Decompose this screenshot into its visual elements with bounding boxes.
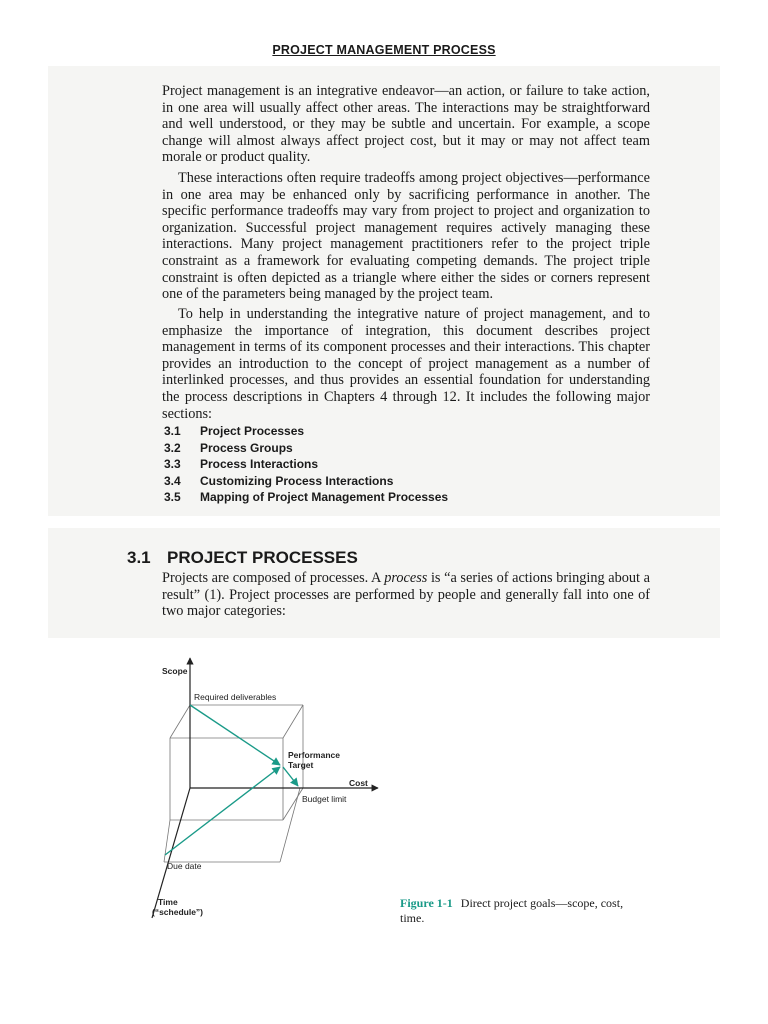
required-deliverables-label: Required deliverables xyxy=(194,692,277,702)
section-list-item: 3.4 Customizing Process Interactions xyxy=(164,473,394,488)
time-axis-label: Time xyxy=(158,897,178,907)
section-list xyxy=(164,424,644,507)
intro-paragraph-2: These interactions often require tradeoffs among project objectives—performance in one area may be enhanced only by sacrificing performance in another. The specific performance tradeoffs may vary from project to project and organization to organization. Successful project management requires actively managing these interactions. Many project management practitioners refer to the project triple constraint as a framework for evaluating competing demands. The project triple constraint is often depicted as a triangle where either the sides or corners represent one of the parameters being managed by the project team. xyxy=(162,170,650,303)
section-list-item: 3.1 Project Processes xyxy=(164,424,305,438)
schedule-label: (“schedule”) xyxy=(152,907,204,917)
intro-paragraph-3: To help in understanding the integrative nature of project management, and to emphasize the importance of integration, this document describes project management in terms of its component processes and their interactions. This chapter provides an introduction to the concept of project management as a number of interlinked processes, and thus provides an essential foundation for understanding the process descriptions in Chapters 4 through 12. It includes the following major sections: xyxy=(162,306,650,422)
page-title: PROJECT MANAGEMENT PROCESS xyxy=(272,43,496,57)
intro-paragraph-1: Project management is an integrative endeavor—an action, or failure to take action, in one area will usually affect other areas. The interactions may be straightforward and well understood, or they may be subtle and uncertain. For example, a scope change will almost always affect project cost, but it may or may not affect team morale or product quality. xyxy=(162,83,650,166)
section-heading: 3.1 PROJECT PROCESSES xyxy=(127,548,358,567)
section-list-item: 3.2 Process Groups xyxy=(164,440,293,455)
budget-limit-label: Budget limit xyxy=(302,794,347,804)
target-label: Target xyxy=(288,760,314,770)
section-list-item: 3.5 Mapping of Project Management Processes xyxy=(164,490,449,504)
scope-axis-label: Scope xyxy=(162,666,188,676)
triple-constraint-figure xyxy=(140,650,390,930)
goal-arrows xyxy=(165,705,298,855)
section-paragraph: Projects are composed of processes. A process is “a series of actions bringing about a result” (1). Project processes are performed by people and generally fall into one of two major categories: xyxy=(162,570,650,620)
section-list-item: 3.3 Process Interactions xyxy=(164,457,319,471)
cost-axis-label: Cost xyxy=(349,778,368,788)
due-date-label: Due date xyxy=(167,861,202,871)
cube-wireframe xyxy=(164,705,303,862)
performance-label: Performance xyxy=(288,750,340,760)
figure-caption: Figure 1-1 Direct project goals—scope, cost, time. xyxy=(400,896,624,925)
